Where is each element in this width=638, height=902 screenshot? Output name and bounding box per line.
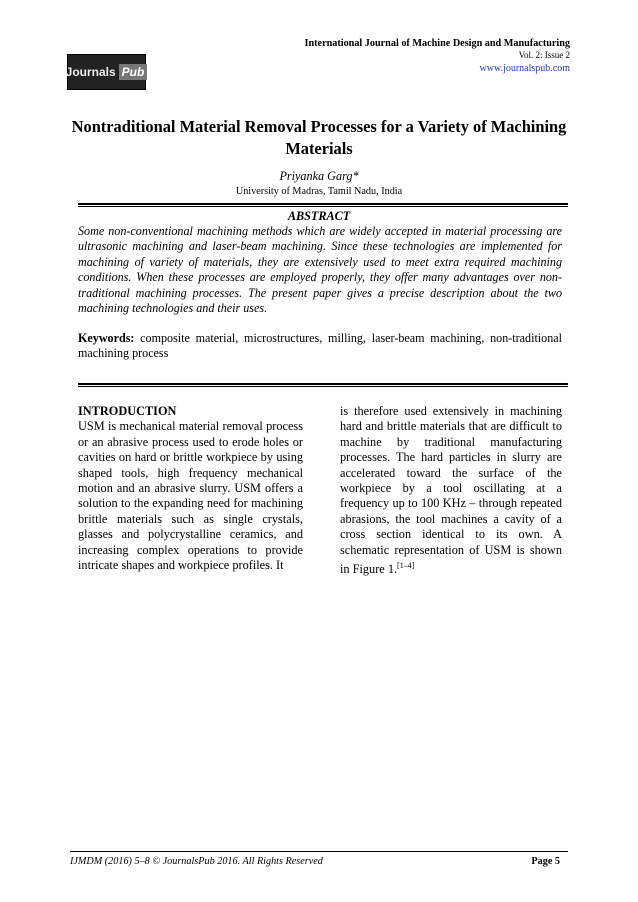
journal-logo (67, 54, 146, 90)
journal-website-link[interactable]: www.journalspub.com (479, 63, 570, 75)
right-column (340, 404, 562, 578)
intro-right-text: is therefore used extensively in machining hard and brittle materials that are difficult to machine by traditional manufacturing processes. The hard particles in slurry are accelerated toward the surface of the workpiece by a tool oscillating at a frequency up to 100 KHz – through repeated abrasions, the tool machines a cavity of a cross section identical to its own. A schematic representation of USM is shown in Figure 1. (340, 404, 562, 577)
left-column (78, 404, 303, 573)
intro-left-text: USM is mechanical material removal process or an abrasive process used to erode holes or cavities on hard or brittle workpiece by using shaped tools, high frequency mechanical motion and an abrasive slurry. USM offers a solution to the expanding need for machining brittle materials such as single crystals, glasses and polycrystalline ceramics, and increasing complex operations to provide intricate shapes and workpiece profiles. It (78, 419, 303, 573)
journal-name: International Journal of Machine Design and Manufacturing (304, 38, 570, 49)
keywords (78, 331, 562, 362)
footer-rule (70, 851, 568, 852)
footer-citation: IJMDM (2016) 5–8 © JournalsPub 2016. All Rights Reserved (70, 856, 323, 867)
author-affiliation: University of Madras, Tamil Nadu, India (235, 186, 403, 197)
author-name: Priyanka Garg* (279, 169, 359, 183)
journal-header (305, 38, 570, 75)
citation: [1–4] (397, 561, 415, 571)
abstract-heading: ABSTRACT (287, 209, 351, 223)
keywords-text: composite material, microstructures, milling, laser-beam machining, non-traditional machining process (78, 331, 562, 361)
logo-sub: Pub (119, 64, 148, 80)
abstract-top-rule (78, 203, 568, 207)
paper-title: Nontraditional Material Removal Processes for a Variety of Machining Materials (71, 117, 567, 158)
section-heading-introduction: INTRODUCTION (78, 404, 177, 418)
logo-text: Journals (65, 65, 116, 79)
volume-issue: Vol. 2: Issue 2 (518, 49, 570, 60)
abstract-body: Some non-conventional machining methods which are widely accepted in material processing are ultrasonic machining and laser-beam machining. Since these technologies are implemented for machining of variety of materials, they are extensively used to meet extra required machining conditions. When these processes are employed properly, they offer many advantages over non-traditional machining processes. The present paper gives a precise description about the two machining technologies and their uses. (78, 224, 562, 316)
page-number: Page 5 (531, 856, 560, 867)
abstract-bottom-rule (78, 383, 568, 387)
keywords-label: Keywords: (78, 331, 135, 345)
